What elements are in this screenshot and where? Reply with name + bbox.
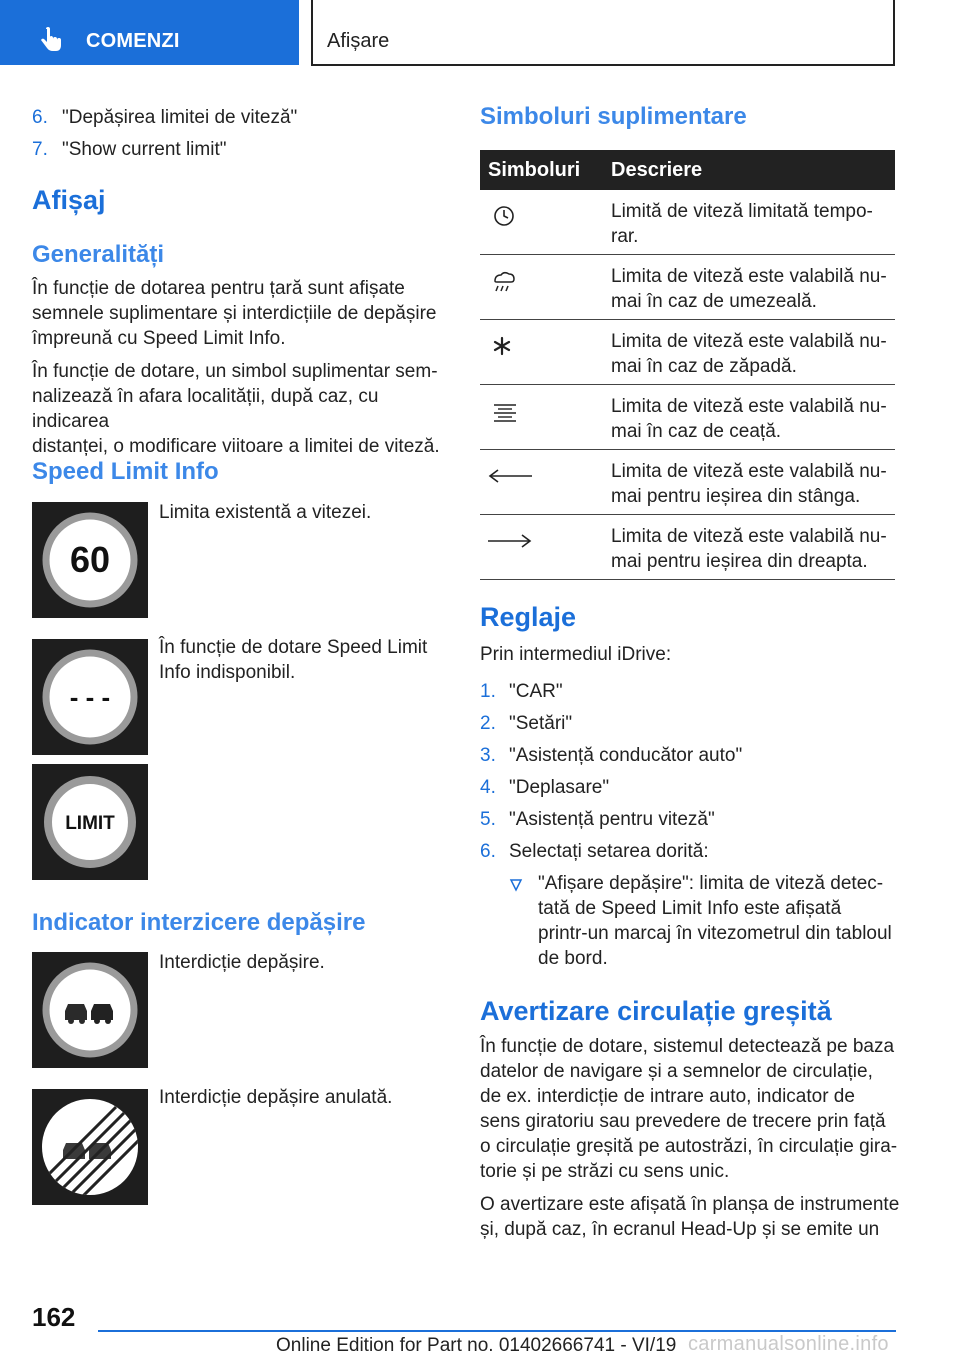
list-text: "Asistență conducător auto" <box>509 745 743 766</box>
list-text: "Depășirea limitei de viteză" <box>62 107 298 128</box>
list-number: 3. <box>480 745 496 766</box>
text-line: mai în caz de umezeală. <box>611 291 817 312</box>
settings-bullet-text <box>538 871 898 971</box>
display-heading: Afișaj <box>32 185 106 215</box>
speed-limit-60-sign <box>32 502 148 618</box>
table-cell-description <box>611 264 891 314</box>
text-line: Limita de viteză este valabilă nu- <box>611 396 887 417</box>
text-line: de ex. interdicție de intrare auto, indicator de <box>480 1086 855 1107</box>
extra-symbols-heading: Simboluri suplimentare <box>480 103 747 130</box>
sign-text: 60 <box>69 539 111 580</box>
text-line: tată de Speed Limit Info este afișată <box>538 898 842 919</box>
list-text: "Asistență pentru viteză" <box>509 809 715 830</box>
sign-caption <box>159 500 371 525</box>
arrow-right-icon <box>486 527 534 555</box>
text-line: Interdicție depășire anulată. <box>159 1087 393 1108</box>
text-line: de bord. <box>538 948 608 969</box>
watermark: carmanualsonline.info <box>688 1333 889 1355</box>
text-line: torie și pe străzi cu sens unic. <box>480 1161 730 1182</box>
table-cell-description <box>611 394 891 444</box>
text-line: semnele suplimentare și interdicțiile de depășire <box>32 303 437 324</box>
table-row <box>480 320 895 385</box>
no-overtaking-sign <box>32 952 148 1068</box>
list-number: 6. <box>480 841 496 862</box>
text-line: Limita de viteză este valabilă nu- <box>611 461 887 482</box>
wrong-way-paragraph-2 <box>480 1192 900 1242</box>
table-cell-description <box>611 524 891 574</box>
snowflake-icon <box>486 332 520 360</box>
arrow-left-icon <box>486 462 534 490</box>
text-line: mai pentru ieșirea din stânga. <box>611 486 861 507</box>
text-line: Limita existentă a vitezei. <box>159 502 372 523</box>
chapter-tab[interactable] <box>0 0 299 65</box>
table-row <box>480 385 895 450</box>
table-cell-description <box>611 329 891 379</box>
table-cell-description <box>611 199 891 249</box>
text-line: În funcție de dotare Speed Limit <box>159 637 428 658</box>
column-header: Descriere <box>611 159 703 181</box>
page-number: 162 <box>32 1302 76 1332</box>
text-line: Limită de viteză limitată tempo- <box>611 201 873 222</box>
text-line: sens giratoriu sau prevedere de trecere prin față <box>480 1111 886 1132</box>
list-number: 1. <box>480 681 496 702</box>
list-text: Selectați setarea dorită: <box>509 841 709 862</box>
list-number: 2. <box>480 713 496 734</box>
table-row <box>480 515 895 580</box>
text-line: În funcție de dotarea pentru țară sunt afișate <box>32 278 405 299</box>
section-header-label: Afișare <box>327 30 390 52</box>
fog-icon <box>486 397 520 425</box>
wrong-way-paragraph-1 <box>480 1034 900 1184</box>
speed-limit-unavailable-sign <box>32 639 148 755</box>
general-heading: Generalități <box>32 241 165 268</box>
list-number: 7. <box>32 139 48 160</box>
table-cell-description <box>611 459 891 509</box>
text-line: mai pentru ieșirea din dreapta. <box>611 551 868 572</box>
text-line: rar. <box>611 226 639 247</box>
text-line: și, după caz, în ecranul Head-Up și se emite un <box>480 1219 880 1240</box>
text-line: Limita de viteză este valabilă nu- <box>611 266 887 287</box>
list-text: "Setări" <box>509 713 573 734</box>
text-line: mai în caz de zăpadă. <box>611 356 797 377</box>
sign-caption <box>159 635 427 685</box>
section-header <box>311 0 895 66</box>
table-row <box>480 255 895 320</box>
end-no-overtaking-sign <box>32 1089 148 1205</box>
text-line: În funcție de dotare, sistemul detectează pe baza <box>480 1036 895 1057</box>
list-text: "Deplasare" <box>509 777 610 798</box>
rain-cloud-icon <box>486 267 520 295</box>
symbols-table-header <box>480 150 895 190</box>
text-line: printr-un marcaj în vitezometrul din tabloul <box>538 923 892 944</box>
footer-divider <box>98 1330 896 1332</box>
text-line: O avertizare este afișată în planșa de instrumente <box>480 1194 900 1215</box>
text-line: distanței, o modificare viitoare a limitei de viteză. <box>32 436 440 457</box>
speed-limit-info-heading: Speed Limit Info <box>32 458 219 485</box>
general-paragraph-2 <box>32 359 452 459</box>
list-text: "CAR" <box>509 681 563 702</box>
list-text: "Show current limit" <box>62 139 227 160</box>
text-line: Info indisponibil. <box>159 662 296 683</box>
column-header: Simboluri <box>488 159 581 181</box>
limit-sign <box>32 764 148 880</box>
overtake-heading: Indicator interzicere depășire <box>32 909 366 936</box>
chapter-tab-label: COMENZI <box>86 30 180 52</box>
clock-icon <box>486 202 520 230</box>
list-number: 6. <box>32 107 48 128</box>
settings-heading: Reglaje <box>480 602 577 632</box>
table-row <box>480 450 895 515</box>
list-number: 4. <box>480 777 496 798</box>
sign-text: LIMIT <box>65 813 115 834</box>
sign-text: - - - <box>69 682 111 712</box>
text-line: o circulație greșită pe autostrăzi, în circulație gira- <box>480 1136 898 1157</box>
list-number: 5. <box>480 809 496 830</box>
text-line: "Afișare depășire": limita de viteză detec- <box>538 873 884 894</box>
edition-text: Online Edition for Part no. 01402666741 - VI/19 <box>276 1335 677 1356</box>
text-line: Interdicție depășire. <box>159 952 325 973</box>
hand-pointer-icon <box>38 27 64 53</box>
wrong-way-heading: Avertizare circulație greșită <box>480 996 832 1026</box>
text-line: împreună cu Speed Limit Info. <box>32 328 286 349</box>
settings-intro: Prin intermediul iDrive: <box>480 644 672 665</box>
text-line: În funcție de dotare, un simbol suplimentar sem- <box>32 361 438 382</box>
text-line: Limita de viteză este valabilă nu- <box>611 526 887 547</box>
sign-caption <box>159 950 325 975</box>
text-line: datelor de navigare și a semnelor de circulație, <box>480 1061 873 1082</box>
sign-caption <box>159 1085 392 1110</box>
text-line: nalizează în afara localității, după caz, cu indicarea <box>32 386 379 432</box>
general-paragraph-1 <box>32 276 452 351</box>
table-row <box>480 190 895 255</box>
triangle-bullet-icon <box>509 878 523 892</box>
text-line: mai în caz de ceață. <box>611 421 782 442</box>
text-line: Limita de viteză este valabilă nu- <box>611 331 887 352</box>
